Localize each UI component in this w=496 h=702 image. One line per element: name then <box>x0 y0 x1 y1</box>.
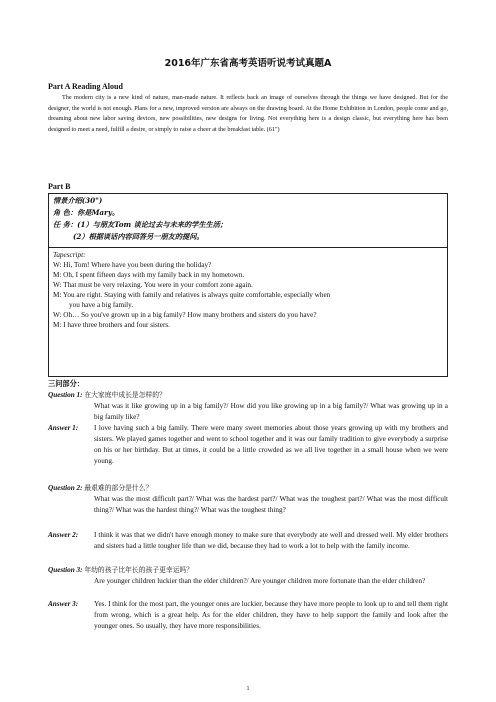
scenario-box <box>48 193 448 377</box>
question-1-body: What was it like growing up in a big family?/ How did you like growing up in a big family?/ What was growing up in a big family like? <box>94 402 448 421</box>
question-1 <box>48 390 448 423</box>
tapescript-line: W: Hi, Tom! Where have you been during the holiday? <box>53 261 212 269</box>
tapescript-line: W: Oh… So you've grown up in a big family? How many brothers and sisters do you have? <box>53 311 317 319</box>
answer-3-body: Yes. I think for the most part, the younger ones are luckier, because they have more people to look up to and tell them right from wrong, which is a great help. As for the elder children, they have to help support the family and look after the younger ones. So usually, they have more responsibilities. <box>94 600 448 630</box>
answer-3 <box>48 599 448 632</box>
question-2-label: Question 2: <box>48 484 83 492</box>
question-2 <box>48 483 448 516</box>
answer-1-label: Answer 1: <box>48 424 79 432</box>
tapescript-line: W: That must be very relaxing. You were in your comfort zone again. <box>53 281 253 289</box>
answer-2-label: Answer 2: <box>48 531 79 539</box>
question-2-chinese: 最艰难的部分是什么？ <box>84 484 153 492</box>
scenario-role: 角 色：你是Mary。 <box>53 208 120 217</box>
tapescript-line: M: Oh, I spent fifteen days with my family back in my hometown. <box>53 271 245 279</box>
question-1-chinese: 在大家庭中成长是怎样的？ <box>84 391 166 399</box>
question-1-label: Question 1: <box>48 391 83 399</box>
answer-2-body: I think it was that we didn't have enough money to make sure that everybody ate well and dressed well. My elder brothers and sisters had a little tougher life than we did, because they had to work a lot to help with the family income. <box>94 531 448 550</box>
question-2-body: What was the most difficult part?/ What was the hardest part?/ What was the toughest part?/ What was the most difficult thing?/ What was the hardest thing?/ What was the toughest thing? <box>94 495 448 514</box>
question-3-label: Question 3: <box>48 566 83 574</box>
question-3-body: Are younger children luckier than the elder children?/ Are younger children more fortunate than the elder children? <box>94 577 426 585</box>
part-b-heading: Part B <box>48 182 71 191</box>
scenario-intro: 情景介绍(30") <box>53 196 103 205</box>
scenario-task-1: 任 务：(1）与朋友Tom 谈论过去与未来的学生生活； <box>53 220 228 229</box>
answer-2 <box>48 530 448 552</box>
part-a-heading: Part A Reading Aloud <box>48 82 123 91</box>
tapescript <box>53 250 445 330</box>
page-title: 2016年广东省高考英语听说考试真题A <box>164 58 332 69</box>
part-a-passage: The modern city is a new kind of nature, man-made nature. It reflects back an image of ourselves through the things we have designed. But for the designer, the world is not enough. Plans for a new, improved version are always on the drawing board. At the Home Exhibition in London, people come and go, dreaming about new labor saving devices, new possibilities, new designs for living. Not everything here is a design classic, but everything here has been designed to meet a need, fulfill a desire, or simply to raise a cheer at the breakfast table. (61") <box>48 94 448 133</box>
answer-3-label: Answer 3: <box>48 600 79 608</box>
answer-1-body: I love having such a big family. There were many sweet memories about those years growing up with my brothers and sisters. We played games together and went to school together and it was our family tradition to give everybody a surprise on his or her birthday. But at times, it could be a little crowded as we all live together in a small house when we were young. <box>94 424 448 465</box>
question-3-chinese: 年幼的孩子比年长的孩子更幸运吗？ <box>84 566 194 574</box>
scenario-divider <box>49 247 447 248</box>
page-number: 1 <box>246 686 250 692</box>
scenario-task-2: (2）根据谈话内容回答另一朋友的提问。 <box>73 232 204 241</box>
tapescript-line: you have a big family. <box>69 301 134 309</box>
question-3 <box>48 565 448 587</box>
qa-heading: 三问部分： <box>48 379 84 388</box>
tapescript-label: Tapescript: <box>53 251 86 259</box>
answer-1 <box>48 423 448 467</box>
tapescript-line: M: You are right. Staying with family and relatives is always quite comfortable, especially when <box>53 291 331 299</box>
tapescript-line: M: I have three brothers and four sisters. <box>53 321 170 329</box>
